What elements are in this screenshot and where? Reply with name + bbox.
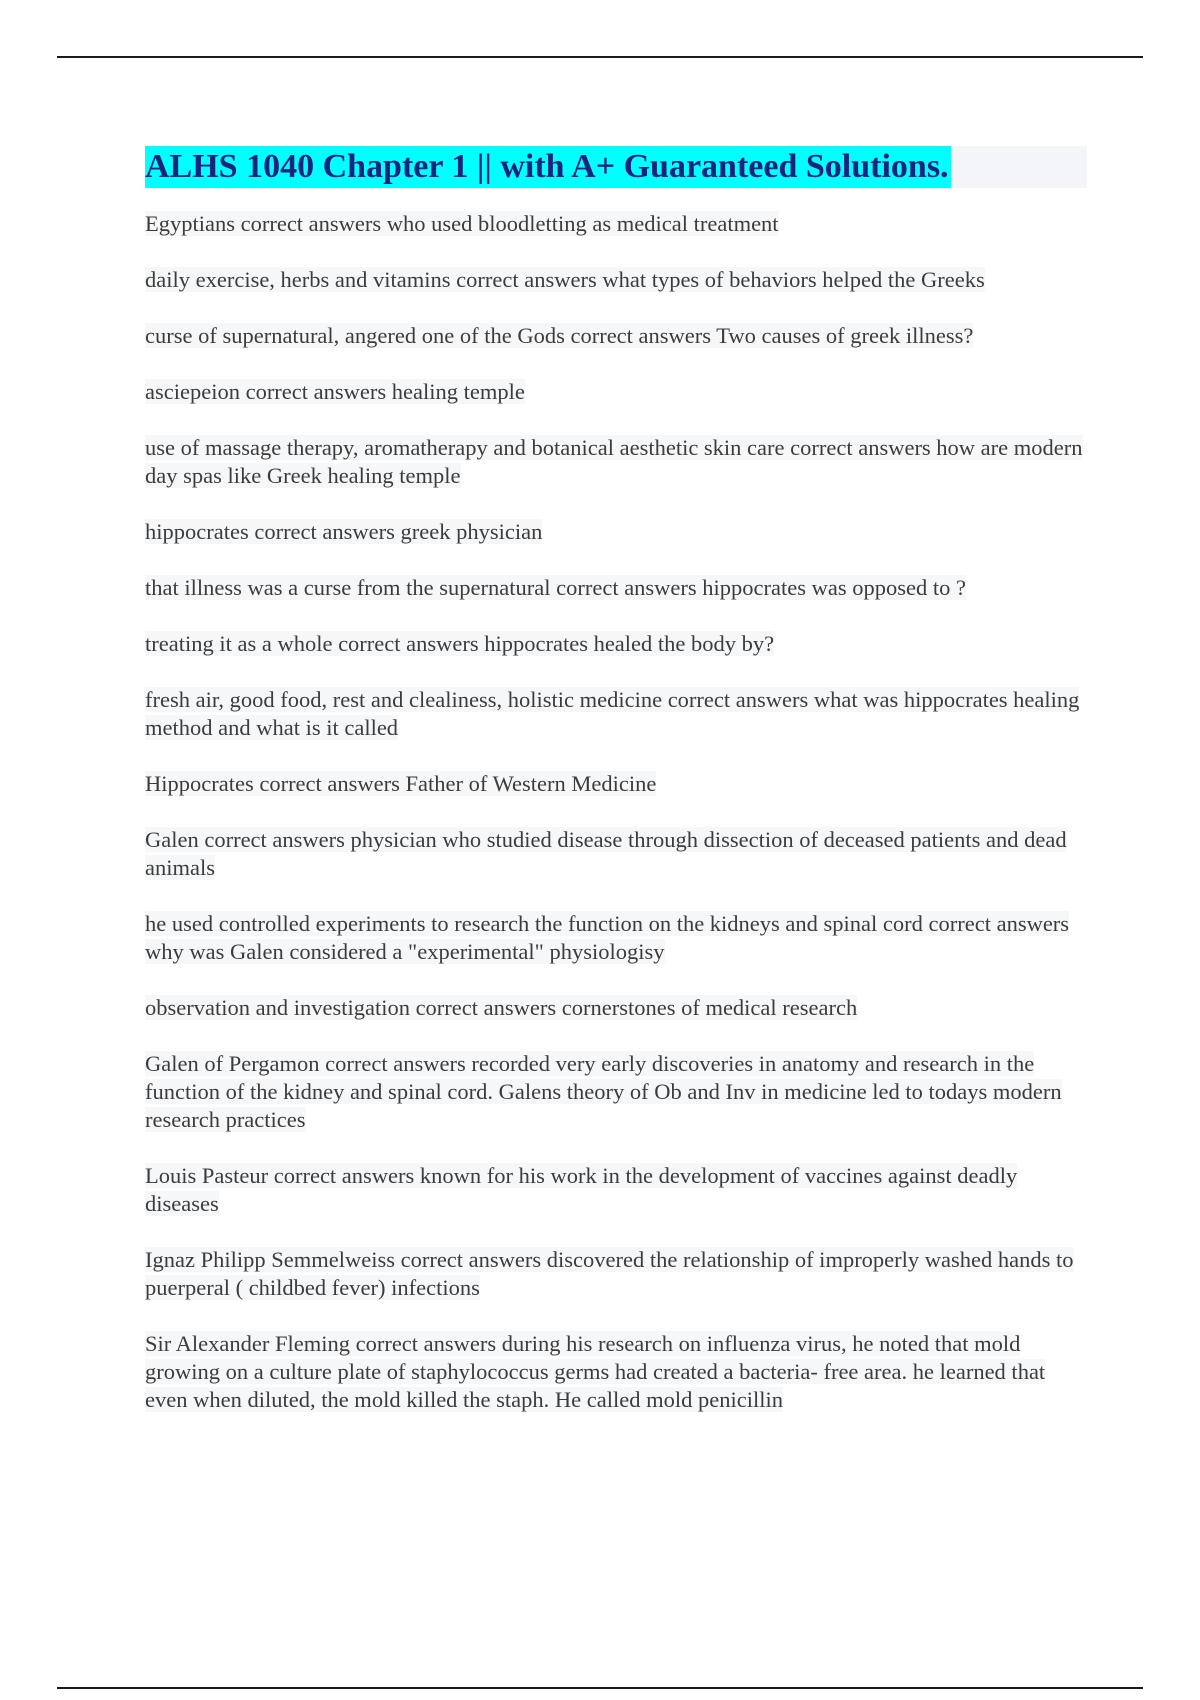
- qa-text: fresh air, good food, rest and clealiness, holistic medicine correct answers what was hippocrates healing method and what is it called: [145, 687, 1080, 740]
- qa-text: Sir Alexander Fleming correct answers during his research on influenza virus, he noted that mold growing on a culture plate of staphylococcus germs had created a bacteria- free area. he learned that even when diluted, the mold killed the staph. He called mold penicillin: [145, 1331, 1046, 1412]
- qa-text: Egyptians correct answers who used bloodletting as medical treatment: [145, 211, 779, 236]
- qa-item: [145, 574, 1087, 602]
- qa-text: he used controlled experiments to research the function on the kidneys and spinal cord correct answers why was Galen considered a "experimental" physiologisy: [145, 911, 1070, 964]
- qa-text: that illness was a curse from the supernatural correct answers hippocrates was opposed to ?: [145, 575, 966, 600]
- qa-text: observation and investigation correct answers cornerstones of medical research: [145, 995, 858, 1020]
- qa-item: [145, 1246, 1087, 1302]
- qa-item: [145, 378, 1087, 406]
- title-bar: [145, 146, 1087, 188]
- qa-item: [145, 434, 1087, 490]
- bottom-rule: [57, 1687, 1143, 1689]
- qa-item: [145, 686, 1087, 742]
- qa-item: [145, 910, 1087, 966]
- qa-item: [145, 770, 1087, 798]
- qa-text: curse of supernatural, angered one of the Gods correct answers Two causes of greek illness?: [145, 323, 974, 348]
- qa-item: [145, 1330, 1087, 1414]
- qa-item: [145, 826, 1087, 882]
- top-rule: [57, 56, 1143, 58]
- document-title: ALHS 1040 Chapter 1 || with A+ Guaranteed Solutions.: [145, 146, 951, 188]
- document-body: [145, 146, 1087, 1442]
- qa-item: [145, 994, 1087, 1022]
- qa-item: [145, 1162, 1087, 1218]
- qa-item: [145, 518, 1087, 546]
- qa-text: daily exercise, herbs and vitamins correct answers what types of behaviors helped the Greeks: [145, 267, 985, 292]
- qa-item: [145, 630, 1087, 658]
- qa-item: [145, 266, 1087, 294]
- qa-item: [145, 210, 1087, 238]
- qa-text: treating it as a whole correct answers hippocrates healed the body by?: [145, 631, 775, 656]
- qa-text: hippocrates correct answers greek physician: [145, 519, 543, 544]
- qa-text: Galen of Pergamon correct answers recorded very early discoveries in anatomy and research in the function of the kidney and spinal cord. Galens theory of Ob and Inv in medicine led to todays modern research practices: [145, 1051, 1062, 1132]
- qa-text: asciepeion correct answers healing temple: [145, 379, 525, 404]
- qa-item: [145, 322, 1087, 350]
- qa-text: use of massage therapy, aromatherapy and botanical aesthetic skin care correct answers how are modern day spas like Greek healing temple: [145, 435, 1083, 488]
- qa-list: [145, 210, 1087, 1414]
- qa-item: [145, 1050, 1087, 1134]
- qa-text: Galen correct answers physician who studied disease through dissection of deceased patients and dead animals: [145, 827, 1067, 880]
- qa-text: Louis Pasteur correct answers known for his work in the development of vaccines against deadly diseases: [145, 1163, 1018, 1216]
- qa-text: Ignaz Philipp Semmelweiss correct answers discovered the relationship of improperly washed hands to puerperal ( childbed fever) infections: [145, 1247, 1074, 1300]
- qa-text: Hippocrates correct answers Father of Western Medicine: [145, 771, 657, 796]
